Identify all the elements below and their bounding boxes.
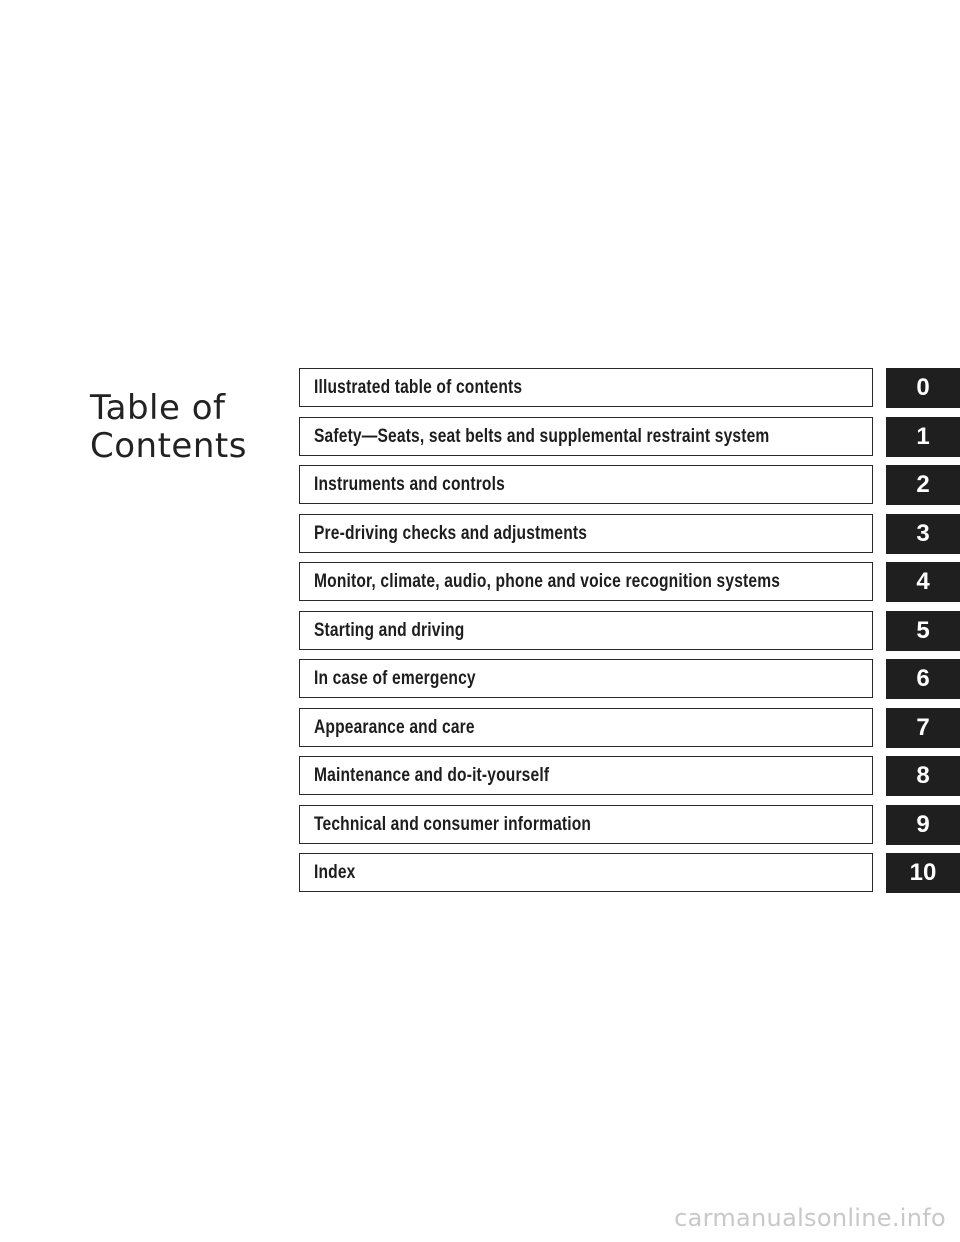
toc-entry-label: Starting and driving [314, 619, 465, 641]
toc-entry-safety[interactable] [299, 417, 960, 456]
section-tab-8[interactable]: 8 [886, 756, 960, 796]
toc-entry-label: Technical and consumer information [314, 813, 592, 835]
section-tab-0[interactable]: 0 [886, 368, 960, 408]
toc-entry-label: Illustrated table of contents [314, 377, 523, 398]
toc-entry-label: In case of emergency [314, 668, 476, 689]
page-title [90, 389, 247, 465]
section-tab-1[interactable]: 1 [886, 417, 960, 457]
section-tab-7[interactable]: 7 [886, 708, 960, 748]
toc-entry-label: Instruments and controls [314, 474, 505, 495]
toc-entry-box[interactable] [299, 659, 873, 698]
toc-entry-illustrated-table-of-contents[interactable] [299, 368, 960, 407]
toc-entry-pre-driving-checks[interactable] [299, 514, 960, 553]
toc-entry-appearance-and-care[interactable] [299, 708, 960, 747]
toc-entry-technical-information[interactable] [299, 805, 960, 844]
watermark-text: carmanualsonline.info [674, 1204, 946, 1232]
toc-entry-label: Safety—Seats, seat belts and supplemental restraint system [314, 425, 770, 447]
toc-entry-box[interactable] [299, 756, 873, 795]
section-tab-4[interactable]: 4 [886, 562, 960, 602]
page-title-line-2: Contents [90, 425, 247, 466]
toc-entry-box[interactable] [299, 417, 873, 456]
section-tab-5[interactable]: 5 [886, 611, 960, 651]
section-tab-6[interactable]: 6 [886, 659, 960, 699]
toc-entry-box[interactable] [299, 465, 873, 504]
toc-entry-box[interactable] [299, 368, 873, 407]
toc-entry-label: Maintenance and do-it-yourself [314, 765, 550, 786]
page-title-line-1: Table of [90, 387, 226, 428]
toc-entry-starting-and-driving[interactable] [299, 611, 960, 650]
toc-entry-instruments-and-controls[interactable] [299, 465, 960, 504]
toc-entry-box[interactable] [299, 853, 873, 892]
section-tab-3[interactable]: 3 [886, 514, 960, 554]
section-tab-10[interactable]: 10 [886, 853, 960, 893]
toc-entry-label: Monitor, climate, audio, phone and voice recognition systems [314, 571, 781, 592]
toc-entry-box[interactable] [299, 562, 873, 601]
toc-entry-label: Appearance and care [314, 716, 475, 738]
toc-entry-in-case-of-emergency[interactable] [299, 659, 960, 698]
toc-entry-label: Index [314, 862, 356, 883]
toc-entry-index[interactable] [299, 853, 960, 892]
toc-entry-label: Pre-driving checks and adjustments [314, 522, 588, 544]
section-tab-2[interactable]: 2 [886, 465, 960, 505]
toc-entry-box[interactable] [299, 611, 873, 650]
toc-list [299, 368, 960, 902]
toc-entry-box[interactable] [299, 708, 873, 747]
section-tab-9[interactable]: 9 [886, 805, 960, 845]
toc-entry-monitor-climate-audio[interactable] [299, 562, 960, 601]
toc-entry-maintenance[interactable] [299, 756, 960, 795]
toc-entry-box[interactable] [299, 805, 873, 844]
toc-entry-box[interactable] [299, 514, 873, 553]
